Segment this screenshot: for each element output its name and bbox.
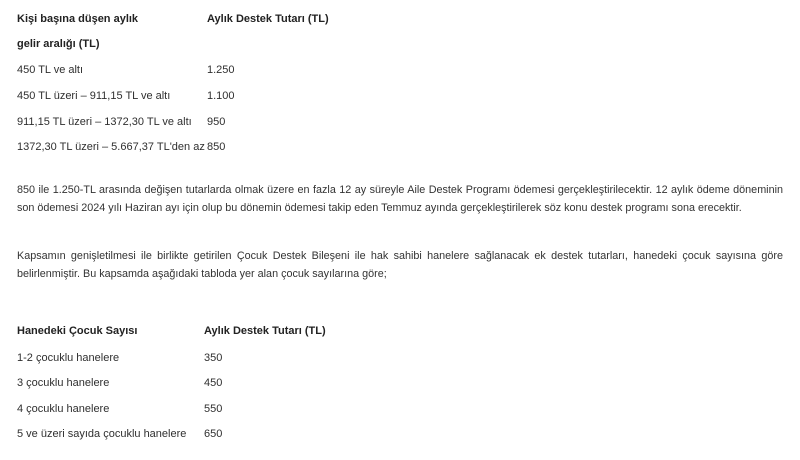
table2-row-label: 1-2 çocuklu hanelere [17,352,120,364]
table1-row-range: 450 TL üzeri – 911,15 TL ve altı [17,90,171,102]
table1-row-range: 450 TL ve altı [17,64,84,76]
table2-row-amount: 550 [204,403,223,415]
table2-row-amount: 650 [204,428,223,440]
table1-header-income-range-line1: Kişi başına düşen aylık [17,13,139,25]
table1-header-monthly-support: Aylık Destek Tutarı (TL) [207,13,329,25]
table2-row-label: 5 ve üzeri sayıda çocuklu hanelere [17,428,187,440]
table1-row-amount: 1.100 [207,90,235,102]
table1-row-amount: 950 [207,116,226,128]
table2-row-label: 4 çocuklu hanelere [17,403,110,415]
table1-row-amount: 850 [207,141,226,153]
table2-header-monthly-support: Aylık Destek Tutarı (TL) [204,325,326,337]
table1-row-amount: 1.250 [207,64,235,76]
table1-row-range: 911,15 TL üzeri – 1372,30 TL ve altı [17,116,192,128]
child-support-paragraph: Kapsamın genişletilmesi ile birlikte getirilen Çocuk Destek Bileşeni ile hak sahibi hanelere sağlanacak ek destek tutarları, hanedeki çocuk sayısına göre belirlenmiştir. Bu kapsamda aşağıdaki tabloda yer alan çocuk sayılarına göre; [17,250,783,280]
payment-period-paragraph: 850 ile 1.250-TL arasında değişen tutarlarda olmak üzere en fazla 12 ay süreyle Aile Destek Programı ödemesi gerçekleştirilecektir. 12 aylık ödeme döneminin son ödemesi 2024 yılı Haziran ayı için olup bu dönemin ödemesi takip eden Temmuz ayında gerçekleştirilerek söz konu destek programı sona erecektir. [17,184,783,214]
table2-header-child-count: Hanedeki Çocuk Sayısı [17,325,138,337]
table1-header-income-range-line2: gelir aralığı (TL) [17,38,100,50]
table2-row-label: 3 çocuklu hanelere [17,377,110,389]
table1-row-range: 1372,30 TL üzeri – 5.667,37 TL'den az [17,141,205,153]
table2-row-amount: 350 [204,352,223,364]
table2-row-amount: 450 [204,377,223,389]
